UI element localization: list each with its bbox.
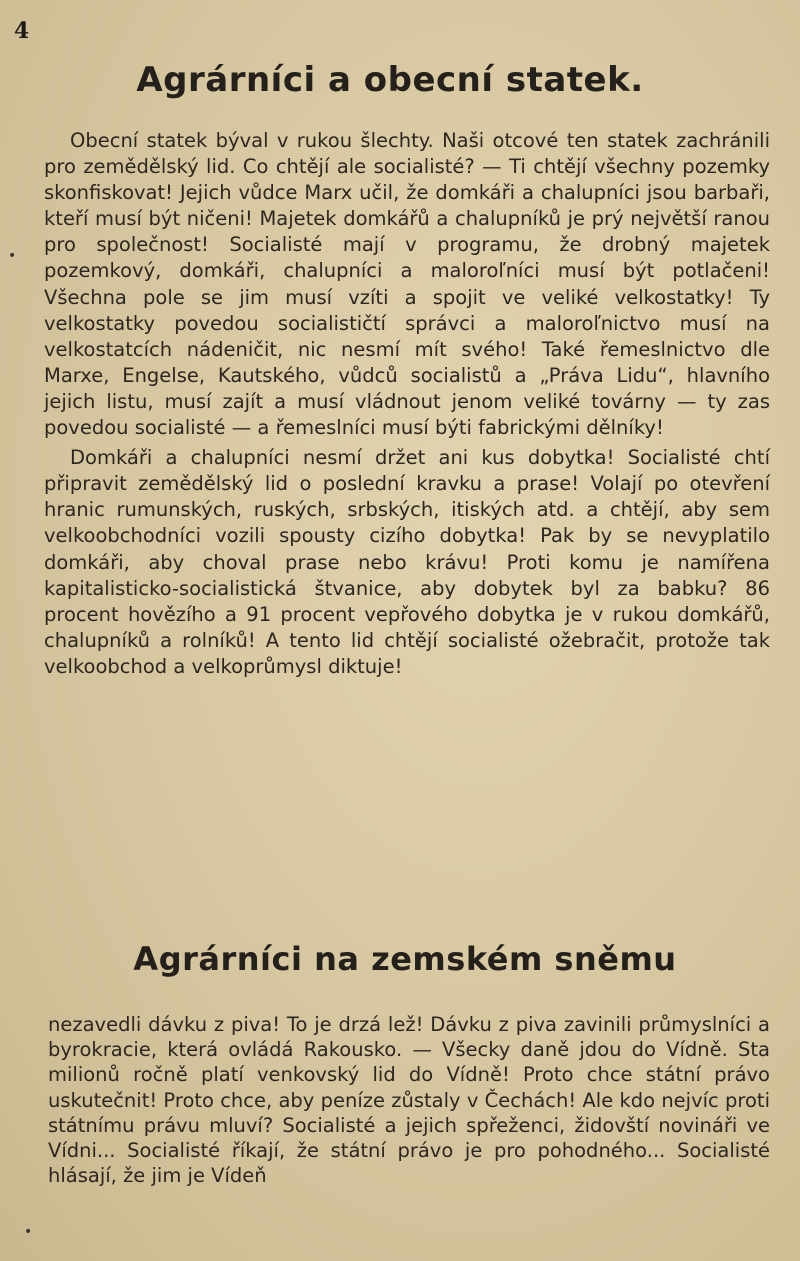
- article-paragraph: Obecní statek býval v rukou šlechty. Naši otcové ten statek zachránili pro zemědělský lid. Co chtějí ale socialisté? — Ti chtějí všechny pozemky skonfiskovat! Jejich vůdce Marx učil, že domkáři a chalupníci jsou barbaři, kteří musí být ničeni! Majetek domkářů a chalupníků je prý největší ranou pro společnost! Socialisté mají v programu, že drobný majetek pozemkový, domkáři, chalupníci a maloroľníci musí být potlačeni! Všechna pole se jim musí vzíti a spojit ve veliké velkostatky! Ty velkostatky povedou socialističtí správci a maloroľnictvo musí na velkostatcích nádeničit, nic nesmí mít svého! Také řemeslnictvo dle Marxe, Engelse, Kautského, vůdců socialistů a „Práva Lidu“, hlavního jejich listu, musí zajít a musí vládnout jenom veliké továrny — ty zas povedou socialisté — a řemeslníci musí býti fabrickými dělníky!: [44, 129, 770, 440]
- article-body: [44, 128, 770, 680]
- article-paragraph: Domkáři a chalupníci nesmí držet ani kus dobytka! Socialisté chtí připravit zemědělský lid o poslední kravku a prase! Volají po otevření hranic rumunských, ruských, srbských, itiských atd. a chtějí, aby sem velkoobchodníci vozili spousty cizího dobytka! Pak by se nevyplatilo domkáři, aby choval prase nebo krávu! Proti komu je namířena kapitalisticko-socialistická štvanice, aby dobytek byl za babku? 86 procent hovězího a 91 procent vepřového dobytka je v rukou domkářů, chalupníků a rolníků! A tento lid chtějí socialisté ožebračit, protože tak velkoobchod a velkoprůmysl diktuje!: [44, 446, 770, 678]
- margin-mark: •: [24, 1224, 33, 1240]
- article-paragraph: nezavedli dávku z piva! To je drzá lež! Dávku z piva zavinili průmyslníci a byrokracie, která ovládá Rakousko. — Všecky daně jdou do Vídně. Sta milionů ročně platí venkovský lid do Vídně! Proto chce státní právo uskutečnit! Proto chce, aby peníze zůstaly v Čechách! Ale kdo nejvíc proti státnímu právu mluví? Socialisté a jejich spřeženci, židovští novináři ve Vídni... Socialisté říkají, že státní právo je pro pohodného... Socialisté hlásají, že jim je Vídeň: [48, 1013, 770, 1188]
- article-body: [48, 1012, 770, 1188]
- article-title: Agrárníci a obecní statek.: [136, 60, 644, 100]
- margin-mark: •: [8, 248, 17, 264]
- page-number: 4: [14, 18, 30, 44]
- article-title: Agrárníci na zemském sněmu: [133, 940, 677, 978]
